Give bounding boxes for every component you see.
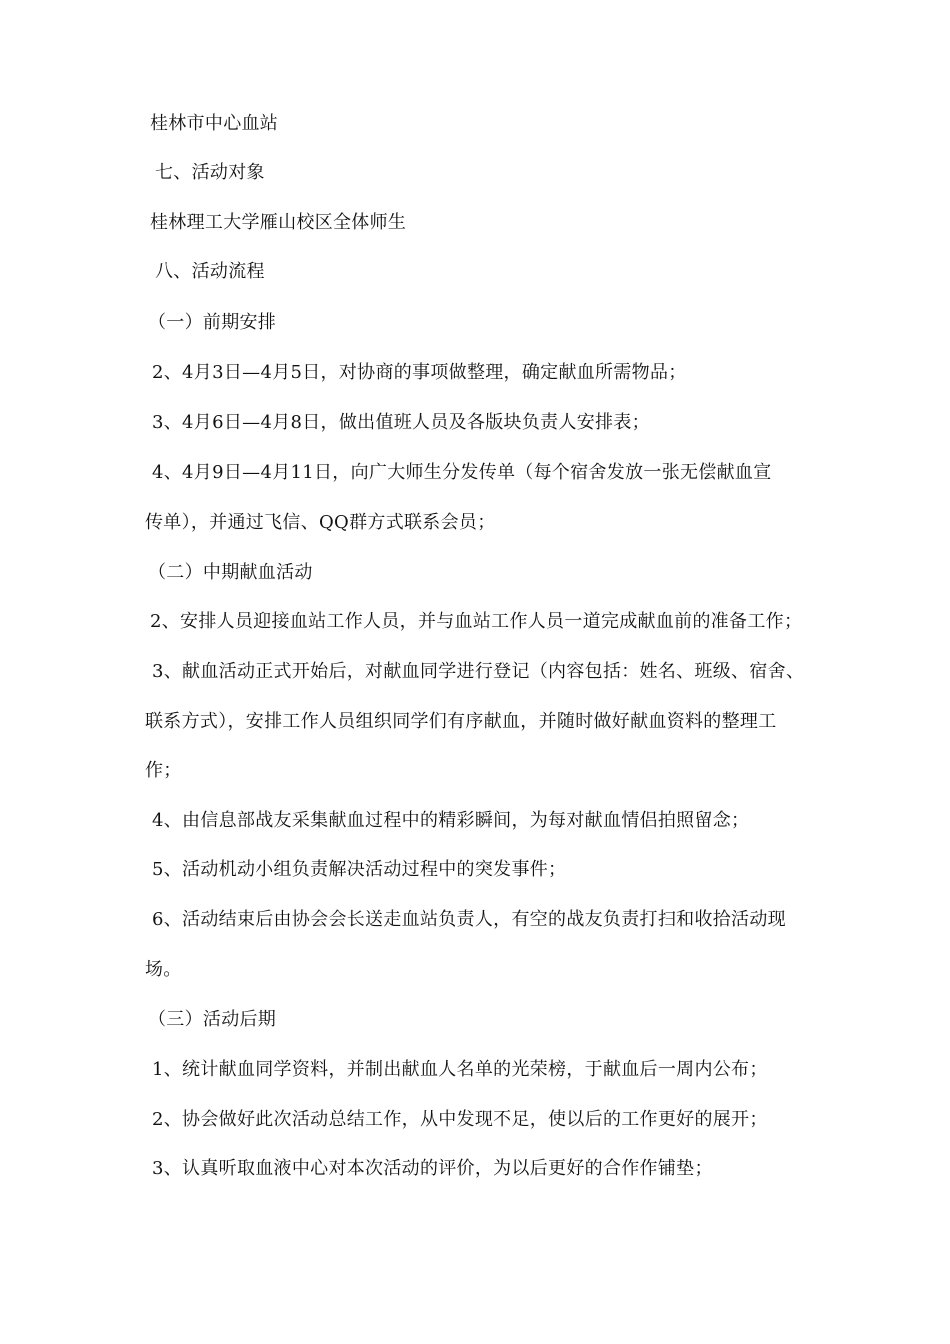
text-line: 3、4月6日—4月8日，做出值班人员及各版块负责人安排表； bbox=[152, 412, 650, 433]
subheading-late-stage: （三）活动后期 bbox=[148, 1009, 277, 1030]
text-line: 3、献血活动正式开始后，对献血同学进行登记（内容包括：姓名、班级、宿舍、 bbox=[152, 661, 805, 682]
section-heading-target: 七、活动对象 bbox=[155, 162, 265, 183]
text-line: 4、由信息部战友采集献血过程中的精彩瞬间，为每对献血情侣拍照留念； bbox=[152, 810, 750, 831]
text-line-target: 桂林理工大学雁山校区全体师生 bbox=[150, 212, 407, 233]
text-line: 2、4月3日—4月5日，对协商的事项做整理，确定献血所需物品； bbox=[152, 362, 687, 383]
text-line-organizer: 桂林市中心血站 bbox=[150, 113, 279, 134]
text-line: 1、统计献血同学资料，并制出献血人名单的光荣榜，于献血后一周内公布； bbox=[152, 1059, 768, 1080]
subheading-early-stage: （一）前期安排 bbox=[148, 312, 277, 333]
text-line: 5、活动机动小组负责解决活动过程中的突发事件； bbox=[152, 859, 567, 880]
text-line: 4、4月9日—4月11日，向广大师生分发传单（每个宿舍发放一张无偿献血宣 bbox=[152, 462, 772, 483]
text-line: 传单），并通过飞信、QQ群方式联系会员； bbox=[145, 512, 496, 533]
text-line: 联系方式），安排工作人员组织同学们有序献血，并随时做好献血资料的整理工 bbox=[145, 711, 777, 732]
text-line: 2、协会做好此次活动总结工作，从中发现不足，使以后的工作更好的展开； bbox=[152, 1109, 768, 1130]
text-line: 6、活动结束后由协会会长送走血站负责人，有空的战友负责打扫和收拾活动现 bbox=[152, 909, 786, 930]
subheading-mid-stage: （二）中期献血活动 bbox=[148, 562, 313, 583]
text-line: 2、安排人员迎接血站工作人员，并与血站工作人员一道完成献血前的准备工作； bbox=[150, 611, 803, 632]
text-line: 3、认真听取血液中心对本次活动的评价，为以后更好的合作作铺垫； bbox=[152, 1158, 713, 1179]
section-heading-process: 八、活动流程 bbox=[155, 261, 265, 282]
text-line: 场。 bbox=[145, 959, 182, 980]
text-line: 作； bbox=[145, 760, 182, 781]
